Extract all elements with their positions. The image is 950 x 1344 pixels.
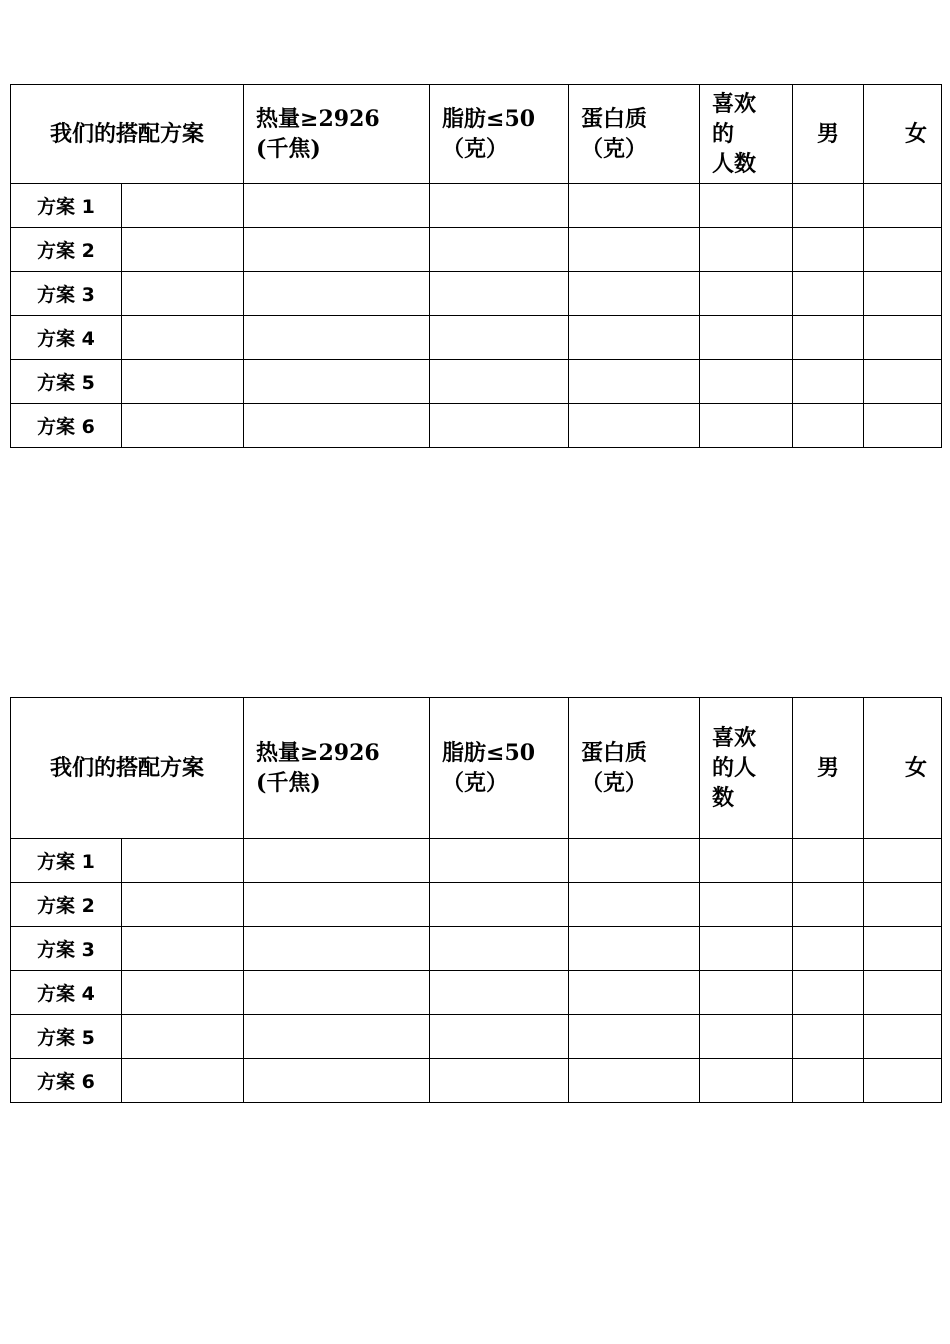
cell-male[interactable] [793, 404, 864, 448]
plan-table-2 [10, 697, 942, 1103]
row-label: 方案 2 [11, 883, 122, 927]
header-row [11, 698, 942, 839]
cell-female[interactable] [864, 316, 942, 360]
table-row [11, 360, 942, 404]
cell-male[interactable] [793, 360, 864, 404]
cell-protein[interactable] [569, 883, 700, 927]
cell-heat[interactable] [244, 184, 430, 228]
cell-dish[interactable] [122, 272, 244, 316]
cell-female[interactable] [864, 1059, 942, 1103]
cell-dish[interactable] [122, 883, 244, 927]
cell-heat[interactable] [244, 971, 430, 1015]
cell-female[interactable] [864, 971, 942, 1015]
cell-dish[interactable] [122, 316, 244, 360]
cell-dish[interactable] [122, 404, 244, 448]
cell-male[interactable] [793, 272, 864, 316]
table-row [11, 1015, 942, 1059]
cell-dish[interactable] [122, 360, 244, 404]
cell-heat[interactable] [244, 1015, 430, 1059]
cell-dish[interactable] [122, 971, 244, 1015]
row-label: 方案 3 [11, 272, 122, 316]
header-plan: 我们的搭配方案 [11, 698, 244, 839]
cell-female[interactable] [864, 184, 942, 228]
cell-protein[interactable] [569, 971, 700, 1015]
cell-likes[interactable] [700, 927, 793, 971]
cell-fat[interactable] [430, 927, 569, 971]
cell-female[interactable] [864, 272, 942, 316]
cell-fat[interactable] [430, 404, 569, 448]
cell-heat[interactable] [244, 839, 430, 883]
cell-female[interactable] [864, 228, 942, 272]
cell-protein[interactable] [569, 272, 700, 316]
table-row [11, 228, 942, 272]
header-row [11, 85, 942, 184]
cell-likes[interactable] [700, 839, 793, 883]
row-label: 方案 4 [11, 971, 122, 1015]
header-fat: 脂肪≤50 （克） [430, 85, 569, 184]
cell-male[interactable] [793, 1059, 864, 1103]
cell-heat[interactable] [244, 316, 430, 360]
cell-male[interactable] [793, 184, 864, 228]
cell-fat[interactable] [430, 883, 569, 927]
header-protein: 蛋白质 （克） [569, 698, 700, 839]
table-row [11, 883, 942, 927]
cell-heat[interactable] [244, 883, 430, 927]
cell-protein[interactable] [569, 1015, 700, 1059]
cell-protein[interactable] [569, 839, 700, 883]
cell-male[interactable] [793, 971, 864, 1015]
cell-heat[interactable] [244, 360, 430, 404]
cell-female[interactable] [864, 404, 942, 448]
cell-fat[interactable] [430, 839, 569, 883]
cell-likes[interactable] [700, 184, 793, 228]
cell-likes[interactable] [700, 971, 793, 1015]
cell-likes[interactable] [700, 360, 793, 404]
cell-likes[interactable] [700, 1015, 793, 1059]
cell-heat[interactable] [244, 404, 430, 448]
cell-dish[interactable] [122, 927, 244, 971]
cell-dish[interactable] [122, 1015, 244, 1059]
cell-fat[interactable] [430, 1059, 569, 1103]
table-row [11, 971, 942, 1015]
row-label: 方案 4 [11, 316, 122, 360]
cell-protein[interactable] [569, 184, 700, 228]
cell-protein[interactable] [569, 404, 700, 448]
cell-male[interactable] [793, 1015, 864, 1059]
header-protein: 蛋白质 （克） [569, 85, 700, 184]
table-row [11, 927, 942, 971]
table-row [11, 1059, 942, 1103]
row-label: 方案 3 [11, 927, 122, 971]
cell-protein[interactable] [569, 360, 700, 404]
row-label: 方案 5 [11, 360, 122, 404]
cell-protein[interactable] [569, 1059, 700, 1103]
cell-fat[interactable] [430, 360, 569, 404]
cell-male[interactable] [793, 316, 864, 360]
cell-likes[interactable] [700, 883, 793, 927]
cell-male[interactable] [793, 883, 864, 927]
row-label: 方案 1 [11, 184, 122, 228]
cell-fat[interactable] [430, 1015, 569, 1059]
table-row [11, 272, 942, 316]
cell-male[interactable] [793, 228, 864, 272]
cell-female[interactable] [864, 839, 942, 883]
header-male: 男 [793, 85, 864, 184]
header-fat: 脂肪≤50 （克） [430, 698, 569, 839]
header-heat: 热量≥2926 (千焦) [244, 698, 430, 839]
cell-heat[interactable] [244, 228, 430, 272]
cell-fat[interactable] [430, 228, 569, 272]
cell-male[interactable] [793, 839, 864, 883]
plan-table-1 [10, 84, 942, 448]
cell-likes[interactable] [700, 228, 793, 272]
cell-dish[interactable] [122, 228, 244, 272]
row-label: 方案 6 [11, 404, 122, 448]
cell-fat[interactable] [430, 971, 569, 1015]
cell-female[interactable] [864, 927, 942, 971]
cell-fat[interactable] [430, 316, 569, 360]
table-row [11, 404, 942, 448]
cell-heat[interactable] [244, 272, 430, 316]
header-likes: 喜欢 的 人数 [700, 85, 793, 184]
cell-dish[interactable] [122, 184, 244, 228]
header-likes: 喜欢 的人 数 [700, 698, 793, 839]
header-male: 男 [793, 698, 864, 839]
row-label: 方案 2 [11, 228, 122, 272]
cell-male[interactable] [793, 927, 864, 971]
table-row [11, 184, 942, 228]
table-row [11, 839, 942, 883]
row-label: 方案 6 [11, 1059, 122, 1103]
cell-likes[interactable] [700, 272, 793, 316]
cell-likes[interactable] [700, 404, 793, 448]
header-female: 女 [864, 85, 942, 184]
cell-female[interactable] [864, 883, 942, 927]
cell-heat[interactable] [244, 1059, 430, 1103]
cell-female[interactable] [864, 360, 942, 404]
row-label: 方案 5 [11, 1015, 122, 1059]
cell-dish[interactable] [122, 839, 244, 883]
row-label: 方案 1 [11, 839, 122, 883]
header-plan: 我们的搭配方案 [11, 85, 244, 184]
cell-likes[interactable] [700, 1059, 793, 1103]
cell-likes[interactable] [700, 316, 793, 360]
header-female: 女 [864, 698, 942, 839]
table-row [11, 316, 942, 360]
cell-protein[interactable] [569, 228, 700, 272]
cell-protein[interactable] [569, 316, 700, 360]
cell-dish[interactable] [122, 1059, 244, 1103]
header-heat: 热量≥2926 (千焦) [244, 85, 430, 184]
cell-fat[interactable] [430, 184, 569, 228]
cell-female[interactable] [864, 1015, 942, 1059]
cell-protein[interactable] [569, 927, 700, 971]
cell-fat[interactable] [430, 272, 569, 316]
cell-heat[interactable] [244, 927, 430, 971]
